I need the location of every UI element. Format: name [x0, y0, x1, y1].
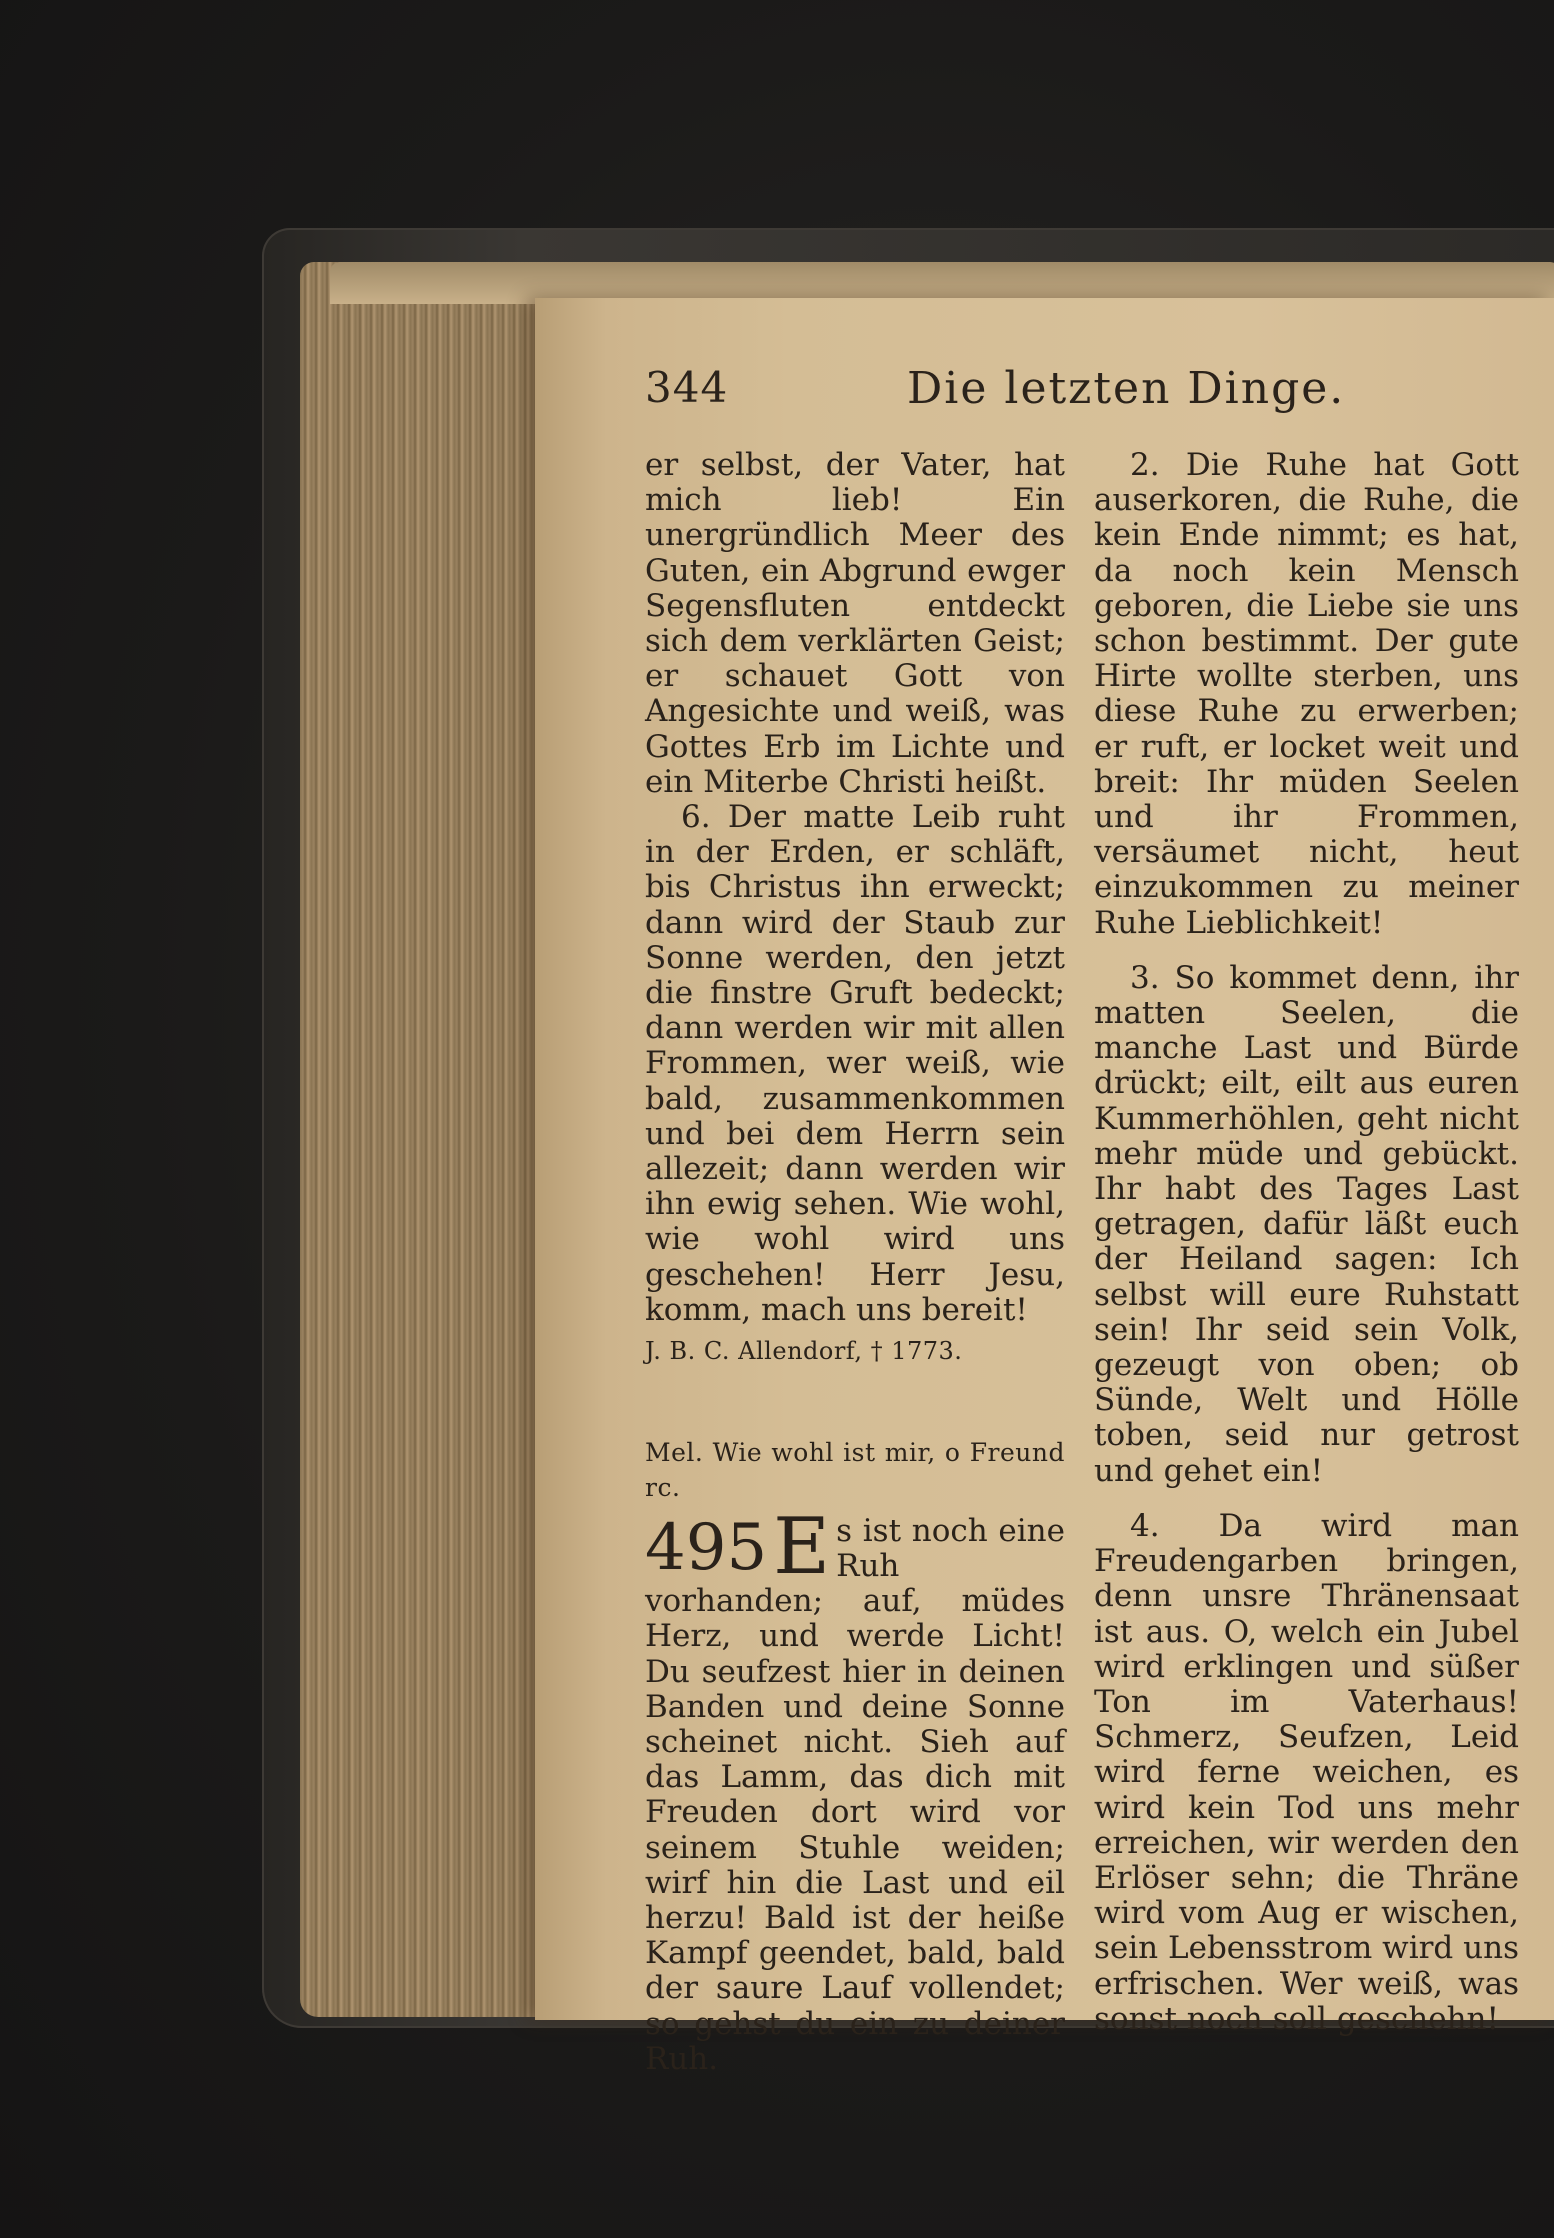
continued-stanza: er selbst, der Vater, hat mich lieb! Ein unergründlich Meer des Guten, ein Abgrund ewger Segensfluten entdeckt sich dem verklärten Geist; er schauet Gott von Angesichte und weiß, was Gottes Erb im Lichte und ein Miterbe Christi heißt. [645, 447, 1065, 800]
right-column [1094, 448, 1519, 2037]
stanza-2: 2. Die Ruhe hat Gott auserkoren, die Ruhe, die kein Ende nimmt; es hat, da noch kein Mensch geboren, die Liebe sie uns schon bestimmt. Der gute Hirte wollte sterben, uns diese Ruhe zu erwerben; er ruft, er locket weit und breit: Ihr müden Seelen und ihr Frommen, versäumet nicht, heut einzukommen zu meiner Ruhe Lieblichkeit! [1094, 447, 1519, 941]
left-column [645, 448, 1065, 2077]
stanza-6: 6. Der matte Leib ruht in der Erden, er schläft, bis Christus ihn erweckt; dann wird der Staub zur Sonne werden, den jetzt die finstre Gruft bedeckt; dann werden wir mit allen Frommen, wer weiß, wie bald, zusammenkommen und bei dem Herrn sein allezeit; dann werden wir ihn ewig sehen. Wie wohl, wie wohl wird uns geschehen! Herr Jesu, komm, mach uns bereit! [645, 799, 1065, 1328]
hymn-text: s ist noch eine Ruh vorhanden; auf, müdes Herz, und werde Licht! Du seufzest hier in deinen Banden und deine Sonne scheinet nicht. Sieh auf das Lamm, das dich mit Freuden dort wird vor seinem Stuhle weiden; wirf hin die Last und eil herzu! Bald ist der heiße Kampf geendet, bald, bald der saure Lauf vollendet; so gehst du ein zu deiner Ruh. [645, 1512, 1065, 2077]
melody-line: Mel. Wie wohl ist mir, o Freund rc. [645, 1438, 1065, 1503]
hymn-495 [645, 1501, 1065, 2077]
running-title: Die letzten Dinge. [907, 363, 1346, 414]
page-number: 344 [645, 363, 729, 412]
page-header [645, 363, 1545, 419]
author-attribution: J. B. C. Allendorf, † 1773. [645, 1337, 963, 1366]
stanza-3: 3. So kommet denn, ihr matten Seelen, die manche Last und Bürde drückt; eilt, eilt aus euren Kummerhöhlen, geht nicht mehr müde und gebückt. Ihr habt des Tages Last getragen, dafür läßt euch der Heiland sagen: Ich selbst will eure Ruhstatt sein! Ihr seid sein Volk, gezeugt von oben; ob Sünde, Welt und Hölle toben, seid nur getrost und gehet ein! [1094, 959, 1519, 1489]
stanza-4: 4. Da wird man Freudengarben bringen, denn unsre Thränensaat ist aus. O, welch ein Jubel wird erklingen und süßer Ton im Vaterhaus! Schmerz, Seufzen, Leid wird ferne weichen, es wird kein Tod uns mehr erreichen, wir werden den Erlöser sehn; die Thräne wird vom Aug er wischen, sein Lebensstrom wird uns erfrischen. Wer weiß, was sonst noch soll geschehn! [1094, 1507, 1519, 2037]
hymn-number: 495 [645, 1510, 768, 1585]
page-edges [300, 262, 560, 2017]
drop-cap: E [773, 1501, 831, 1592]
